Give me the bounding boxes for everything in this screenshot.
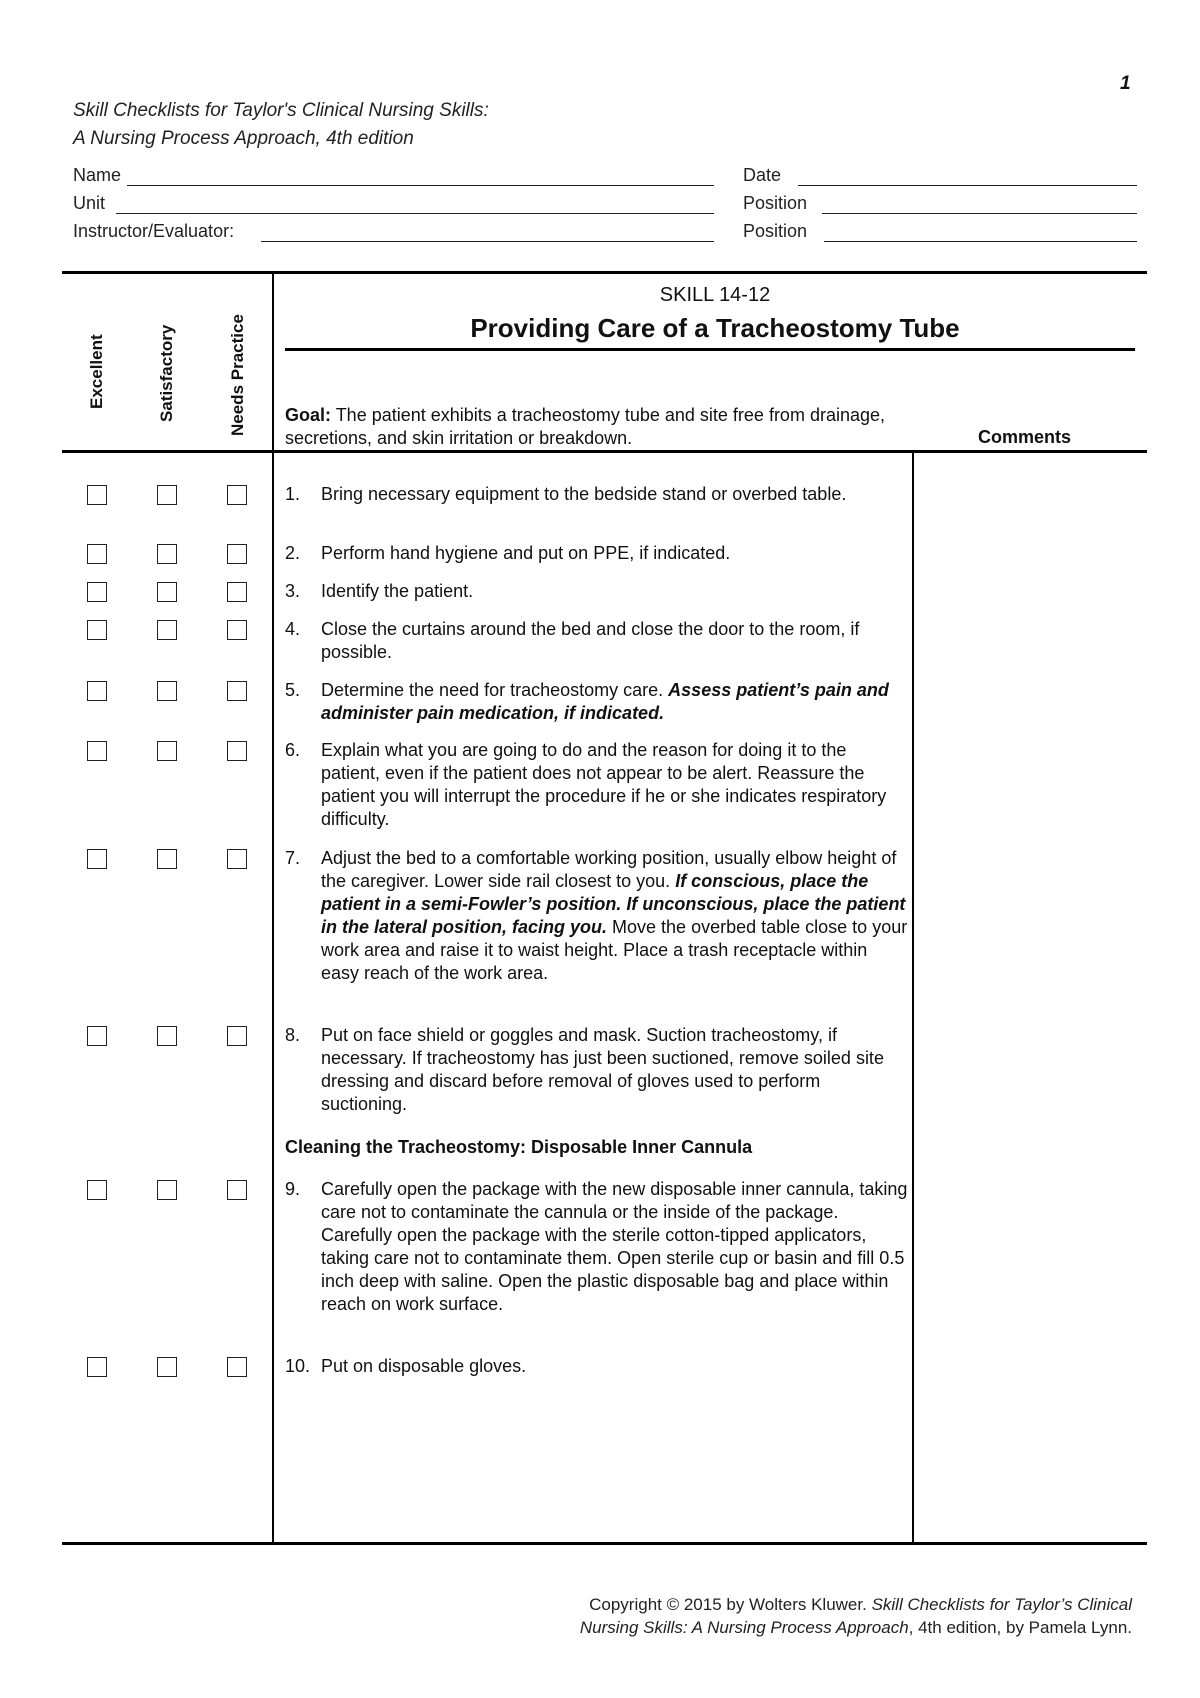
step-8: [285, 1024, 910, 1116]
step-number: 9.: [285, 1179, 301, 1199]
goal-text: The patient exhibits a tracheostomy tube and site free from drainage, secretions, and skin irritation or breakdown.: [285, 405, 885, 448]
table-top-rule: [62, 271, 1147, 274]
checkbox-needs-practice-step-1[interactable]: [227, 485, 247, 505]
checkbox-needs-practice-step-3[interactable]: [227, 582, 247, 602]
date-label: Date: [743, 165, 782, 185]
checkbox-needs-practice-step-5[interactable]: [227, 681, 247, 701]
column-satisfactory: Satisfactory: [157, 324, 176, 422]
unit-label: Unit: [73, 193, 106, 213]
step-number: 2.: [285, 543, 301, 563]
step-text: Determine the need for tracheostomy care. Assess patient’s pain and administer pain medication, if indicated.: [321, 680, 889, 723]
checkbox-satisfactory-step-3[interactable]: [157, 582, 177, 602]
instructor-field[interactable]: [261, 241, 714, 242]
title-rule: [285, 348, 1135, 351]
checkbox-excellent-step-8[interactable]: [87, 1026, 107, 1046]
step-5: [285, 679, 910, 725]
step-9: [285, 1178, 910, 1316]
table-bottom-rule: [62, 1542, 1147, 1545]
date-field[interactable]: [798, 185, 1137, 186]
step-text: Explain what you are going to do and the reason for doing it to the patient, even if the patient does not appear to be alert. Reassure the patient you will interrupt the procedure if he or she indicates respiratory difficulty.: [321, 740, 887, 829]
step-4: [285, 618, 910, 664]
step-number: 4.: [285, 619, 301, 639]
column-needs-practice: Needs Practice: [228, 314, 247, 436]
section-heading: Cleaning the Tracheostomy: Disposable Inner Cannula: [285, 1137, 753, 1157]
column-excellent: Excellent: [87, 334, 106, 409]
copyright-suffix: , 4th edition, by Pamela Lynn.: [908, 1618, 1132, 1637]
step-text: Close the curtains around the bed and close the door to the room, if possible.: [321, 619, 860, 662]
step-text: Identify the patient.: [321, 581, 474, 601]
checkbox-satisfactory-step-8[interactable]: [157, 1026, 177, 1046]
goal-statement: [285, 404, 925, 450]
checkbox-excellent-step-2[interactable]: [87, 544, 107, 564]
position-label-2: Position: [743, 221, 808, 241]
name-field[interactable]: [127, 185, 714, 186]
step-text: Bring necessary equipment to the bedside stand or overbed table.: [321, 484, 847, 504]
checkbox-needs-practice-step-2[interactable]: [227, 544, 247, 564]
checkbox-excellent-step-3[interactable]: [87, 582, 107, 602]
checkbox-satisfactory-step-2[interactable]: [157, 544, 177, 564]
checkbox-excellent-step-5[interactable]: [87, 681, 107, 701]
checkbox-needs-practice-step-4[interactable]: [227, 620, 247, 640]
step-number: 5.: [285, 680, 301, 700]
checkbox-satisfactory-step-5[interactable]: [157, 681, 177, 701]
checkbox-satisfactory-step-4[interactable]: [157, 620, 177, 640]
instructor-label: Instructor/Evaluator:: [73, 221, 235, 241]
copyright-title-2: Nursing Skills: A Nursing Process Approach: [579, 1618, 909, 1637]
copyright-notice: [580, 1593, 1132, 1639]
step-number: 6.: [285, 740, 301, 760]
checkbox-satisfactory-step-7[interactable]: [157, 849, 177, 869]
step-number: 1.: [285, 484, 301, 504]
step-text: Carefully open the package with the new disposable inner cannula, taking care not to contaminate the cannula or the inside of the package. Carefully open the package with the sterile cotton-tipped applicators, taking care not to contaminate them. Open sterile cup or basin and fill 0.5 inch deep with saline. Open the plastic disposable bag and place within reach on work surface.: [321, 1179, 908, 1314]
unit-field[interactable]: [116, 213, 714, 214]
position-field-1[interactable]: [822, 213, 1137, 214]
comments-heading: Comments: [978, 427, 1072, 447]
step-1: [285, 483, 910, 506]
step-number: 10.: [285, 1356, 311, 1376]
checkbox-needs-practice-step-8[interactable]: [227, 1026, 247, 1046]
checkbox-excellent-step-7[interactable]: [87, 849, 107, 869]
checkbox-needs-practice-step-9[interactable]: [227, 1180, 247, 1200]
checkbox-satisfactory-step-1[interactable]: [157, 485, 177, 505]
position-field-2[interactable]: [824, 241, 1137, 242]
checkbox-needs-practice-step-10[interactable]: [227, 1357, 247, 1377]
book-title-line2: A Nursing Process Approach, 4th edition: [73, 128, 414, 149]
checkbox-needs-practice-step-7[interactable]: [227, 849, 247, 869]
step-text: Adjust the bed to a comfortable working position, usually elbow height of the caregiver. Lower side rail closest to you. If conscious, place the patient in a semi-Fowler’s position. If unconscious, place the patient in the lateral position, facing you. Move the overbed table close to your work area and raise it to waist height. Place a trash receptacle within easy reach of the work area.: [321, 848, 908, 983]
step-number: 7.: [285, 848, 301, 868]
step-text: Put on disposable gloves.: [321, 1356, 527, 1376]
step-text: Perform hand hygiene and put on PPE, if indicated.: [321, 543, 731, 563]
checkbox-excellent-step-9[interactable]: [87, 1180, 107, 1200]
checkbox-excellent-step-1[interactable]: [87, 485, 107, 505]
ratings-divider: [272, 271, 274, 1544]
checkbox-satisfactory-step-9[interactable]: [157, 1180, 177, 1200]
step-2: [285, 542, 910, 565]
comments-divider: [912, 450, 914, 1543]
step-10: [285, 1355, 910, 1378]
name-label: Name: [73, 165, 122, 185]
position-label-1: Position: [743, 193, 808, 213]
skill-number: SKILL 14-12: [659, 284, 771, 306]
skill-title: Providing Care of a Tracheostomy Tube: [470, 313, 960, 343]
book-title-line1: Skill Checklists for Taylor's Clinical Nursing Skills:: [73, 100, 489, 121]
table-header-rule: [62, 450, 1147, 453]
checkbox-satisfactory-step-10[interactable]: [157, 1357, 177, 1377]
step-6: [285, 739, 910, 831]
step-number: 3.: [285, 581, 301, 601]
step-7: [285, 847, 910, 985]
checkbox-excellent-step-6[interactable]: [87, 741, 107, 761]
checkbox-needs-practice-step-6[interactable]: [227, 741, 247, 761]
copyright-prefix: Copyright © 2015 by Wolters Kluwer.: [589, 1595, 872, 1614]
copyright-title-1: Skill Checklists for Taylor’s Clinical: [871, 1595, 1132, 1614]
checkbox-excellent-step-10[interactable]: [87, 1357, 107, 1377]
step-number: 8.: [285, 1025, 301, 1045]
step-3: [285, 580, 910, 603]
page-number: 1: [1120, 73, 1131, 94]
step-text: Put on face shield or goggles and mask. Suction tracheostomy, if necessary. If tracheostomy has just been suctioned, remove soiled site dressing and discard before removal of gloves used to perform suctioning.: [321, 1025, 884, 1114]
goal-label: Goal:: [285, 405, 332, 425]
checkbox-excellent-step-4[interactable]: [87, 620, 107, 640]
checkbox-satisfactory-step-6[interactable]: [157, 741, 177, 761]
